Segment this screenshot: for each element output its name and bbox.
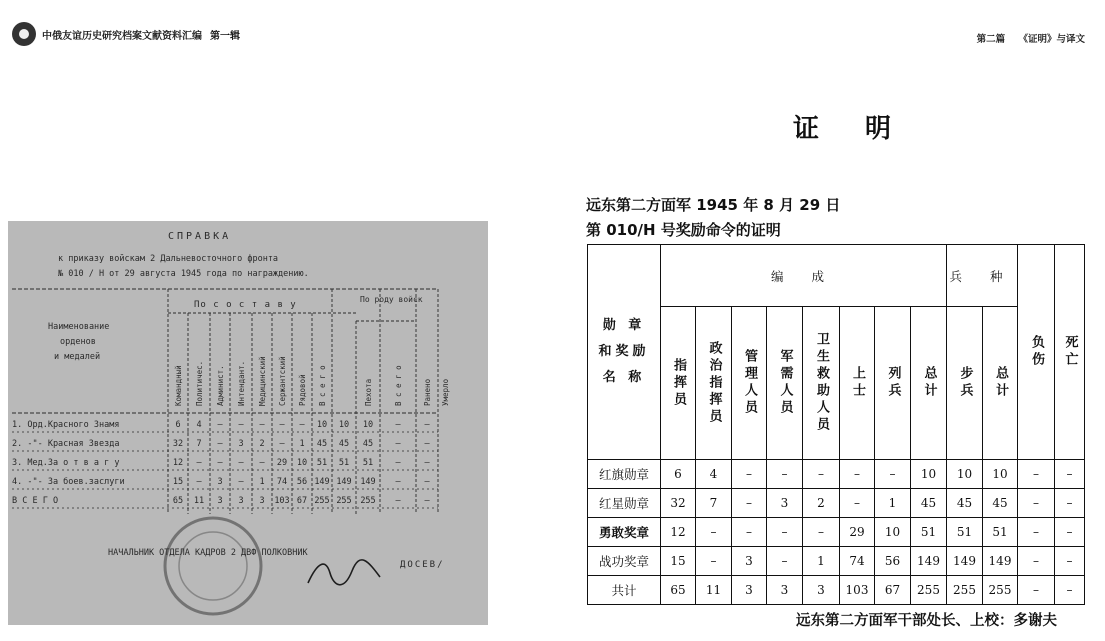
scan-cell: 3: [259, 496, 265, 506]
scan-cell: 255: [314, 496, 330, 506]
sub-header: [803, 307, 840, 460]
table-corner-header: [588, 245, 661, 460]
table-cell: 4: [696, 460, 732, 489]
table-cell: 45: [911, 489, 947, 518]
table-cell: 255: [947, 576, 983, 605]
table-cell: –: [767, 547, 803, 576]
sub-header-text: 上士: [850, 366, 865, 400]
scan-cell: –: [424, 458, 430, 468]
scan-col-header: В с е г о: [394, 365, 403, 406]
scan-cell: –: [424, 496, 430, 506]
part-label: 第二篇: [976, 34, 1006, 45]
scan-col-header: Умерло: [441, 378, 450, 406]
table-cell: –: [1055, 518, 1085, 547]
scan-col-header: Политичес.: [195, 360, 204, 406]
table-cell: 29: [840, 518, 875, 547]
sub-header-text: 指挥员: [671, 357, 686, 409]
scan-cell: 149: [360, 477, 376, 487]
scan-cell: –: [424, 439, 430, 449]
scan-cell: –: [238, 477, 244, 487]
table-cell: 1: [875, 489, 911, 518]
col-header-dead: [1055, 245, 1085, 460]
scan-cell: –: [259, 458, 265, 468]
scan-cell: 45: [338, 439, 350, 449]
scanned-document-image: [8, 221, 488, 625]
page-header-right: [977, 31, 1085, 45]
table-cell: 6: [661, 460, 696, 489]
scan-cell: 11: [193, 496, 205, 506]
table-cell: 65: [661, 576, 696, 605]
scan-cell: 51: [316, 458, 328, 468]
sub-header: [983, 307, 1018, 460]
table-cell: 3: [732, 547, 767, 576]
table-cell: 3: [767, 576, 803, 605]
table-cell: –: [1018, 576, 1055, 605]
table-cell: 51: [983, 518, 1018, 547]
scan-cell: 1: [299, 439, 305, 449]
table-cell: –: [1055, 489, 1085, 518]
table-cell: –: [767, 518, 803, 547]
table-cell: 45: [947, 489, 983, 518]
scan-group-header: По с о с т а в у: [194, 300, 297, 310]
scan-cell: –: [395, 477, 401, 487]
table-cell: 67: [875, 576, 911, 605]
table-cell: 3: [732, 576, 767, 605]
corner-label-line: 勋 章: [602, 318, 646, 333]
sub-header-text: 步兵: [957, 366, 973, 400]
volume-label: 第一辑: [210, 30, 240, 42]
table-cell: 15: [661, 547, 696, 576]
table-cell: –: [1018, 547, 1055, 576]
table-cell: 51: [947, 518, 983, 547]
scan-cell: 51: [362, 458, 374, 468]
corner-label-line: 名 称: [602, 370, 646, 385]
sub-header-text: 管理人员: [742, 349, 757, 417]
table-cell: –: [732, 518, 767, 547]
scan-cell: 149: [314, 477, 330, 487]
table-cell: 10: [911, 460, 947, 489]
sub-header: [661, 307, 696, 460]
signature-line: 远东第二方面军干部处长、上校：多谢夫: [796, 613, 1057, 629]
table-cell: 3: [803, 576, 840, 605]
table-row: [588, 518, 1085, 547]
scan-col-header: Ранено: [423, 378, 432, 406]
scan-cell: 45: [316, 439, 328, 449]
table-cell: –: [803, 518, 840, 547]
scan-col-header: Командный: [174, 365, 183, 406]
table-cell: 1: [803, 547, 840, 576]
corner-label-line: 和奖励: [598, 344, 650, 359]
scan-cell: 4: [196, 420, 202, 430]
scan-cell: 29: [276, 458, 288, 468]
scan-cell: 3: [217, 477, 223, 487]
page-title: 证明: [793, 114, 938, 144]
scan-left-head: Наименование: [48, 322, 110, 332]
scan-col-header: Рядовой: [298, 374, 307, 406]
scan-cell: –: [395, 420, 401, 430]
scan-cell: 10: [316, 420, 328, 430]
table-cell: 149: [911, 547, 947, 576]
scan-signature-name: ДОСЕВ/: [400, 560, 445, 570]
table-cell: 10: [947, 460, 983, 489]
scan-cell: –: [217, 420, 223, 430]
scan-row-label: 1. Орд.Красного Знамя: [12, 420, 120, 430]
scan-cell: 3: [238, 496, 244, 506]
scan-cell: 45: [362, 439, 374, 449]
scan-title: СПРАВКА: [168, 231, 232, 242]
scan-cell: 51: [338, 458, 350, 468]
table-cell: 149: [983, 547, 1018, 576]
sub-header: [840, 307, 875, 460]
scan-col-header: Интендант.: [237, 360, 246, 406]
scan-line: № 010 / Н от 29 августа 1945 года по награждению.: [58, 269, 309, 279]
scan-cell: –: [217, 458, 223, 468]
sub-header-text: 总计: [993, 366, 1008, 400]
table-cell: –: [840, 489, 875, 518]
scan-cell: –: [395, 496, 401, 506]
table-cell: 10: [875, 518, 911, 547]
sub-header: [947, 307, 983, 460]
scan-cell: –: [259, 420, 265, 430]
scan-cell: 2: [259, 439, 265, 449]
scan-cell: –: [279, 439, 285, 449]
scan-left-head: и медалей: [54, 352, 101, 362]
table-cell: 149: [947, 547, 983, 576]
scan-cell: 1: [259, 477, 265, 487]
scan-cell: –: [424, 477, 430, 487]
scan-row-label: 4. -"- За боев.заслуги: [12, 477, 125, 487]
table-cell: –: [1055, 547, 1085, 576]
table-cell: 11: [696, 576, 732, 605]
sub-header: [875, 307, 911, 460]
scan-col-header: В с е г о: [318, 365, 327, 406]
table-cell: –: [1055, 576, 1085, 605]
table-cell: –: [732, 460, 767, 489]
scan-cell: 12: [172, 458, 184, 468]
row-label: 共计: [588, 576, 661, 605]
award-table: [587, 244, 1085, 605]
row-label: 红旗勋章: [588, 460, 661, 489]
scan-cell: –: [424, 420, 430, 430]
table-cell: 56: [875, 547, 911, 576]
sub-header-text: 列兵: [885, 366, 901, 400]
scan-col-header: Админист.: [216, 365, 225, 406]
row-label: 战功奖章: [588, 547, 661, 576]
sub-header-text: 卫生救助人员: [814, 332, 829, 434]
table-cell: –: [1018, 518, 1055, 547]
table-cell: –: [1055, 460, 1085, 489]
scan-cell: 3: [217, 496, 223, 506]
sub-header-text: 军需人员: [777, 349, 793, 417]
sub-header: [732, 307, 767, 460]
table-cell: 51: [911, 518, 947, 547]
scan-cell: 56: [296, 477, 308, 487]
table-cell: 103: [840, 576, 875, 605]
sub-header: [696, 307, 732, 460]
table-cell: –: [696, 547, 732, 576]
table-row: [588, 576, 1085, 605]
group-header-branch: 兵 种: [947, 245, 1018, 307]
scan-cell: –: [279, 420, 285, 430]
scan-signature-title: НАЧАЛЬНИК ОТДЕЛА КАДРОВ 2 ДВФ ПОЛКОВНИК: [108, 548, 308, 558]
scan-cell: 10: [296, 458, 308, 468]
document-order-line: 第 010/H 号奖励命令的证明: [586, 221, 781, 239]
scan-cell: –: [238, 458, 244, 468]
scan-col-header: Медицинский: [258, 356, 267, 406]
scan-cell: 67: [296, 496, 308, 506]
scan-cell: 149: [336, 477, 352, 487]
col-header-wounded: [1018, 245, 1055, 460]
scan-cell: 6: [175, 420, 181, 430]
table-cell: 12: [661, 518, 696, 547]
emblem-icon: [12, 22, 36, 46]
scan-cell: –: [395, 439, 401, 449]
scan-cell: 255: [336, 496, 352, 506]
scan-cell: 3: [238, 439, 244, 449]
document-date-line: 远东第二方面军 1945 年 8 月 29 日: [586, 196, 841, 214]
table-cell: –: [696, 518, 732, 547]
scan-row-label: 2. -"- Красная Звезда: [12, 439, 120, 449]
table-cell: 2: [803, 489, 840, 518]
scan-col-header: Пехота: [364, 378, 373, 406]
table-cell: 32: [661, 489, 696, 518]
scan-group-header: По роду войск: [360, 295, 423, 304]
page-header-left: [12, 22, 240, 46]
table-cell: –: [732, 489, 767, 518]
table-cell: –: [767, 460, 803, 489]
table-cell: 255: [983, 576, 1018, 605]
table-cell: 45: [983, 489, 1018, 518]
scan-row-label: 3. Мед.За о т в а г у: [12, 458, 120, 468]
scan-cell: –: [217, 439, 223, 449]
table-cell: 255: [911, 576, 947, 605]
scan-cell: 7: [196, 439, 202, 449]
table-cell: –: [803, 460, 840, 489]
scan-cell: –: [299, 420, 305, 430]
row-label: 红星勋章: [588, 489, 661, 518]
scan-cell: –: [238, 420, 244, 430]
table-row: [588, 460, 1085, 489]
scan-cell: 65: [172, 496, 184, 506]
scan-row-label: В С Е Г О: [12, 496, 59, 506]
scan-cell: 255: [360, 496, 376, 506]
sub-header-text: 政治指挥员: [706, 340, 722, 426]
scan-cell: 74: [276, 477, 288, 487]
scan-cell: 10: [362, 420, 374, 430]
scan-cell: –: [196, 458, 202, 468]
scan-cell: 32: [172, 439, 184, 449]
table-cell: 3: [767, 489, 803, 518]
scan-cell: –: [395, 458, 401, 468]
col-header-wounded-text: 负伤: [1029, 335, 1044, 369]
scanned-document-drawing: [8, 221, 488, 625]
scan-cell: –: [196, 477, 202, 487]
scan-cell: 10: [338, 420, 350, 430]
table-cell: –: [875, 460, 911, 489]
table-row: [588, 489, 1085, 518]
scan-cell: 103: [274, 496, 290, 506]
scan-col-header: Сержантский: [278, 356, 287, 406]
table-cell: –: [1018, 489, 1055, 518]
scan-cell: 15: [172, 477, 184, 487]
part-title: 《证明》与译文: [1018, 34, 1085, 45]
sub-header-text: 总计: [921, 366, 937, 400]
series-title: 中俄友谊历史研究档案文献资料汇编: [42, 30, 202, 42]
sub-header: [767, 307, 803, 460]
table-cell: 10: [983, 460, 1018, 489]
table-cell: 7: [696, 489, 732, 518]
col-header-dead-text: 死亡: [1062, 335, 1078, 369]
scan-line: к приказу войскам 2 Дальневосточного фронта: [58, 254, 279, 264]
table-cell: –: [840, 460, 875, 489]
scan-left-head: орденов: [60, 337, 96, 347]
table-row: [588, 547, 1085, 576]
sub-header: [911, 307, 947, 460]
table-cell: 74: [840, 547, 875, 576]
group-header-composition: 编 成: [661, 245, 947, 307]
row-label: 勇敢奖章: [588, 518, 661, 547]
table-cell: –: [1018, 460, 1055, 489]
